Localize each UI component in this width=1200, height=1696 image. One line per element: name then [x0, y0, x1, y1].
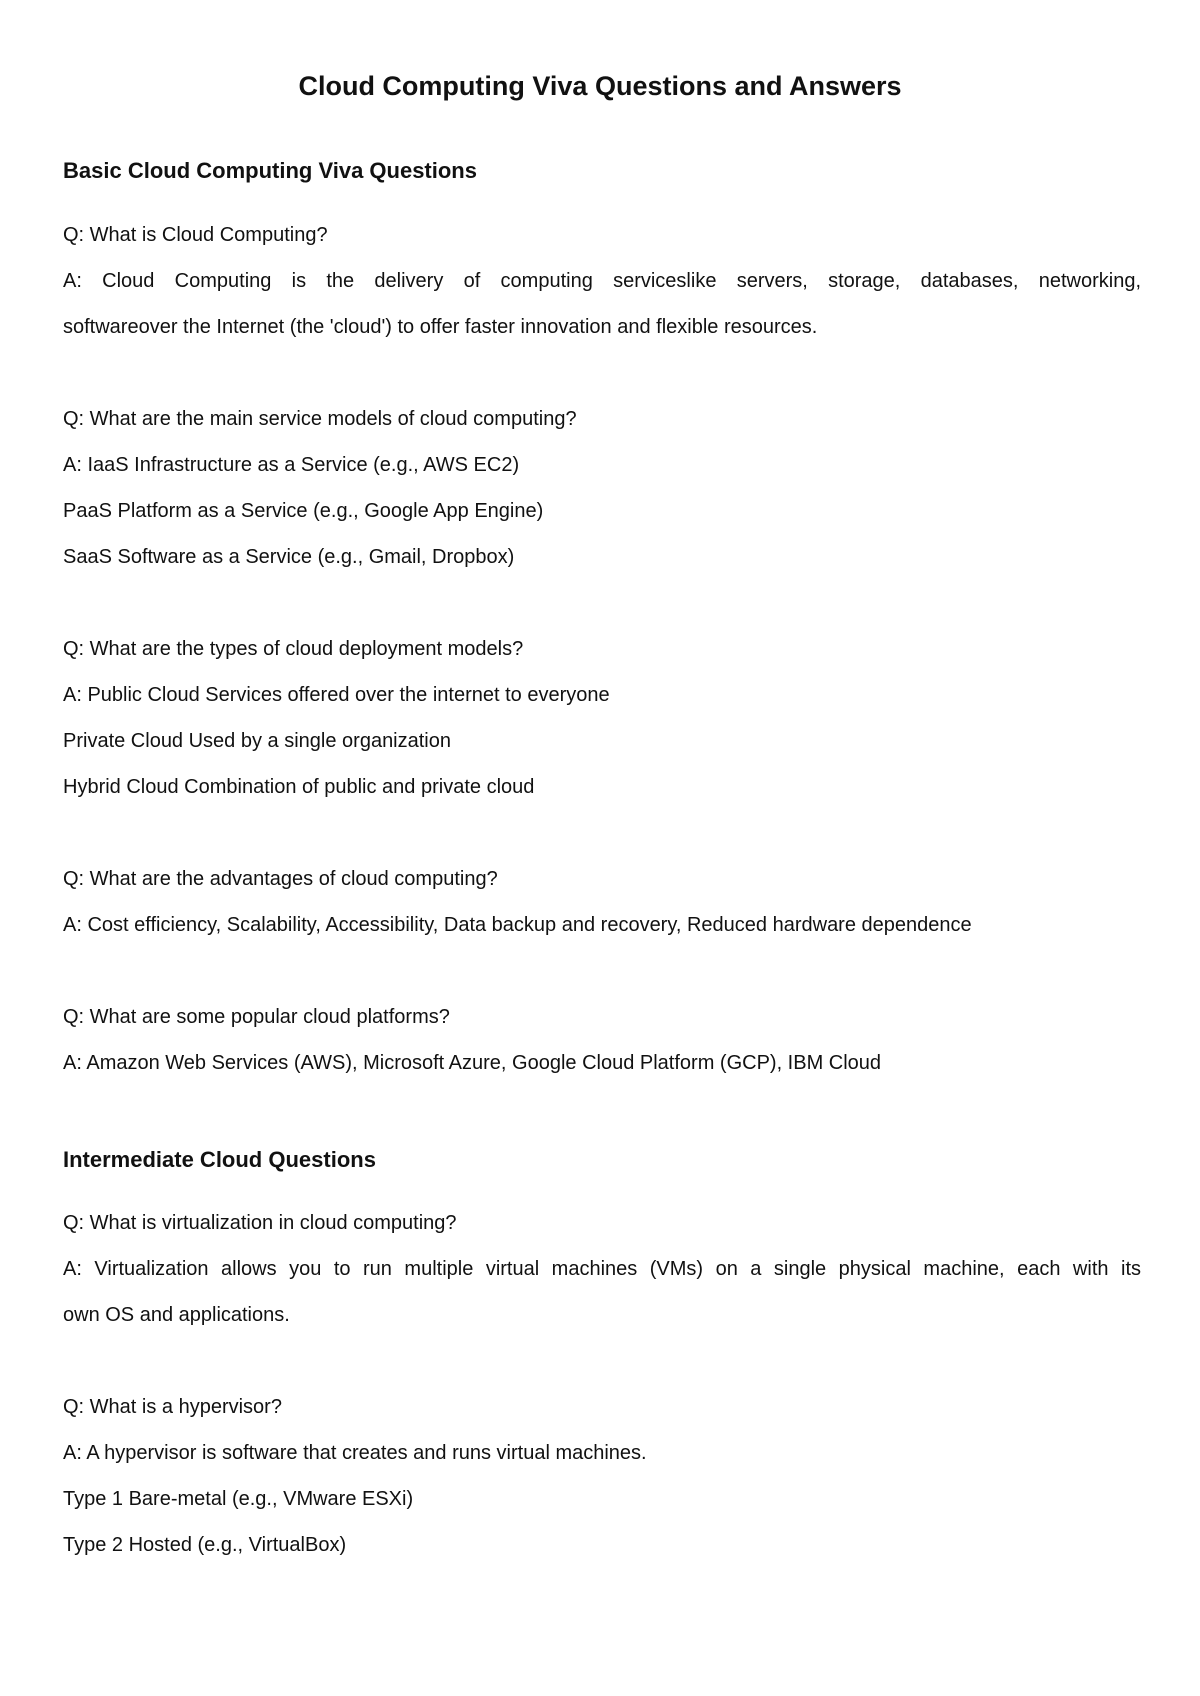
- question-text: Q: What are the advantages of cloud computing?: [63, 868, 498, 890]
- answer-text: SaaS Software as a Service (e.g., Gmail, Dropbox): [63, 546, 515, 568]
- question-text: Q: What is Cloud Computing?: [63, 224, 328, 246]
- question-text: Q: What are the main service models of cloud computing?: [63, 408, 577, 430]
- answer-text: A: A hypervisor is software that creates and runs virtual machines.: [63, 1442, 647, 1464]
- answer-text: own OS and applications.: [63, 1304, 290, 1326]
- answer-text: A: Cloud Computing is the delivery of computing serviceslike servers, storage, databases, networking,: [63, 270, 1141, 292]
- answer-text: A: Cost efficiency, Scalability, Accessibility, Data backup and recovery, Reduced hardware dependence: [63, 914, 972, 936]
- question-text: Q: What are the types of cloud deployment models?: [63, 638, 524, 660]
- answer-text: A: Virtualization allows you to run multiple virtual machines (VMs) on a single physical machine, each with its: [63, 1258, 1141, 1280]
- answer-text: A: IaaS Infrastructure as a Service (e.g., AWS EC2): [63, 454, 520, 476]
- answer-text: A: Amazon Web Services (AWS), Microsoft Azure, Google Cloud Platform (GCP), IBM Cloud: [63, 1052, 882, 1074]
- document-title: Cloud Computing Viva Questions and Answers: [298, 71, 902, 101]
- answer-text: Type 1 Bare-metal (e.g., VMware ESXi): [63, 1488, 414, 1510]
- answer-text: Type 2 Hosted (e.g., VirtualBox): [63, 1534, 347, 1556]
- answer-text: PaaS Platform as a Service (e.g., Google App Engine): [63, 500, 544, 522]
- answer-text: softwareover the Internet (the 'cloud') to offer faster innovation and flexible resources.: [63, 316, 818, 338]
- answer-text: A: Public Cloud Services offered over the internet to everyone: [63, 684, 610, 706]
- question-text: Q: What is a hypervisor?: [63, 1396, 282, 1418]
- question-text: Q: What is virtualization in cloud computing?: [63, 1212, 457, 1234]
- question-text: Q: What are some popular cloud platforms?: [63, 1006, 450, 1028]
- answer-text: Private Cloud Used by a single organization: [63, 730, 451, 752]
- section-heading-intermediate: Intermediate Cloud Questions: [63, 1147, 376, 1172]
- section-heading-basic: Basic Cloud Computing Viva Questions: [63, 158, 477, 183]
- answer-text: Hybrid Cloud Combination of public and private cloud: [63, 776, 535, 798]
